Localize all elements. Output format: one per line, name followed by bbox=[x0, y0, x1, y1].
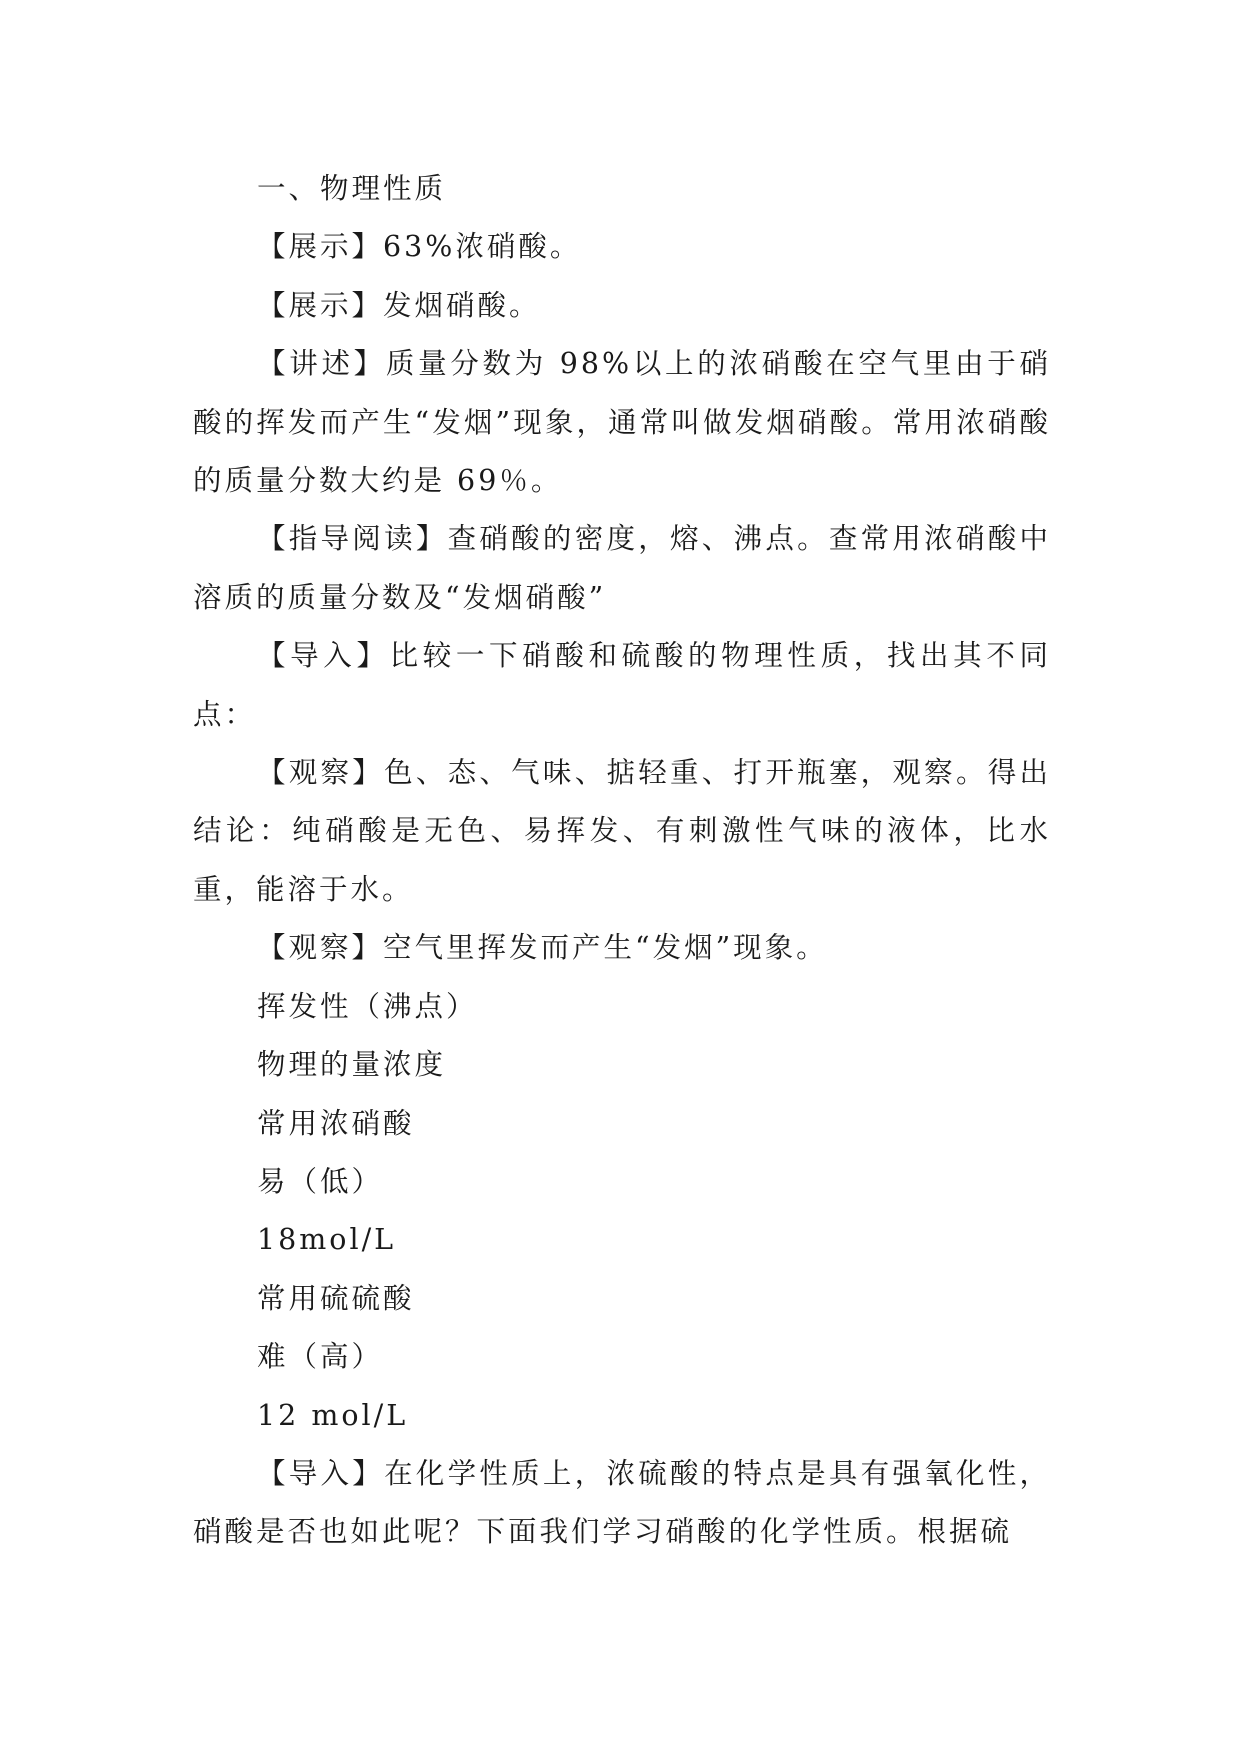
paragraph: 【观察】空气里挥发而产生“发烟”现象。 bbox=[257, 931, 828, 965]
table-line: 12 mol/L bbox=[257, 1398, 409, 1432]
table-line: 18mol/L bbox=[257, 1223, 397, 1257]
table-line: 难（高） bbox=[257, 1340, 384, 1374]
paragraph: 【观察】色、态、气味、掂轻重、打开瓶塞，观察。得出结论：纯硝酸是无色、易挥发、有刺激性气味的液体，比水重，能溶于水。 bbox=[193, 756, 1051, 906]
table-line: 物理的量浓度 bbox=[257, 1048, 447, 1082]
section-heading: 一、物理性质 bbox=[257, 172, 447, 205]
table-line: 易（低） bbox=[257, 1164, 384, 1198]
paragraph: 【导入】在化学性质上，浓硫酸的特点是具有强氧化性，硝酸是否也如此呢？下面我们学习硝酸的化学性质。根据硫 bbox=[193, 1456, 1051, 1549]
table-line: 常用浓硝酸 bbox=[257, 1106, 415, 1140]
table-line: 挥发性（沸点） bbox=[257, 989, 478, 1023]
document-body bbox=[193, 160, 1051, 1562]
paragraph: 【展示】发烟硝酸。 bbox=[257, 288, 541, 322]
paragraph: 【讲述】质量分数为 98%以上的浓硝酸在空气里由于硝酸的挥发而产生“发烟”现象，通常叫做发烟硝酸。常用浓硝酸的质量分数大约是 69％。 bbox=[193, 347, 1051, 498]
paragraph: 【导入】比较一下硝酸和硫酸的物理性质，找出其不同点： bbox=[193, 639, 1051, 731]
paragraph: 【指导阅读】查硝酸的密度，熔、沸点。查常用浓硝酸中溶质的质量分数及“发烟硝酸” bbox=[193, 522, 1051, 614]
table-line: 常用硫硫酸 bbox=[257, 1281, 415, 1315]
paragraph: 【展示】63%浓硝酸。 bbox=[257, 230, 582, 264]
